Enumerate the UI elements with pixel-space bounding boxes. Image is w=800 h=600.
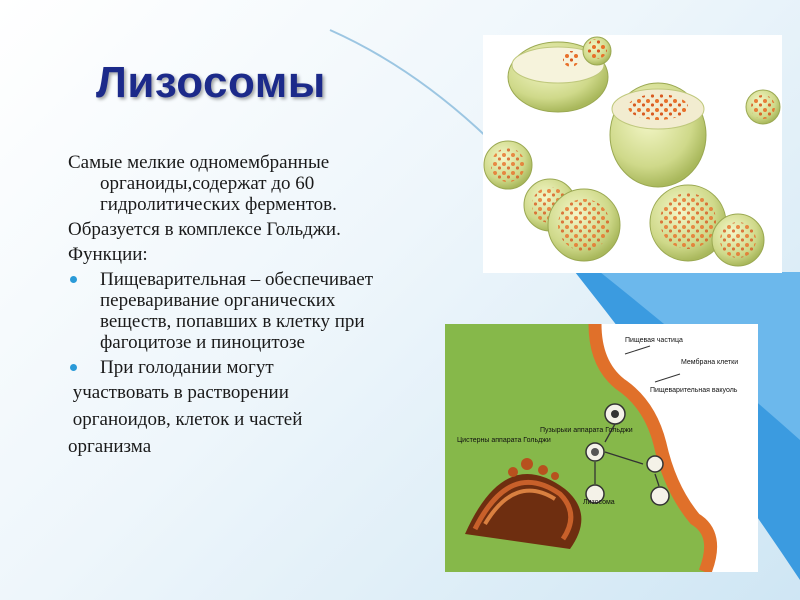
bullet-digestive [68, 269, 398, 353]
continuation-line-1: участвовать в растворении [68, 382, 289, 403]
lysosome-illustration [483, 35, 782, 273]
paragraph-size: Самые мелкие одномембранные органоиды,содержат до 60 гидролитических ферментов. [68, 152, 337, 215]
bullet-dot-icon [70, 364, 77, 371]
lysosome-spheres-image [483, 35, 782, 273]
slide-title: Лизосомы [96, 58, 326, 107]
continuation-line-2: органоидов, клеток и частей [68, 409, 303, 430]
label-golgi-cisterns: Цистерны аппарата Гольджи [457, 437, 551, 444]
bullet-starvation-text: При голодании могут [100, 357, 274, 378]
paragraph-origin: Образуется в комплексе Гольджи. [68, 219, 341, 240]
label-food-particle: Пищевая частица [625, 337, 683, 344]
lysosome-vesicle [651, 487, 669, 505]
lysosome-function-diagram [445, 324, 758, 572]
diagram-svg [445, 324, 758, 572]
lysosome-vesicle [647, 456, 663, 472]
continuation-line-3: организма [68, 436, 152, 457]
label-lysosome: Лизосома [583, 499, 615, 506]
label-golgi-vesicles: Пузырьки аппарата Гольджи [540, 427, 633, 434]
bullet-digestive-text: Пищеварительная – обеспечивает переваривание органических веществ, попавших в клетку при фагоцитозе и пиноцитозе [100, 269, 373, 353]
paragraph-functions: Функции: [68, 244, 148, 265]
bullet-starvation [68, 357, 398, 378]
label-food-vacuole: Пищеварительная вакуоль [650, 387, 738, 394]
label-membrane: Мембрана клетки [681, 359, 739, 366]
slide-body [68, 152, 398, 463]
bullet-dot-icon [70, 276, 77, 283]
